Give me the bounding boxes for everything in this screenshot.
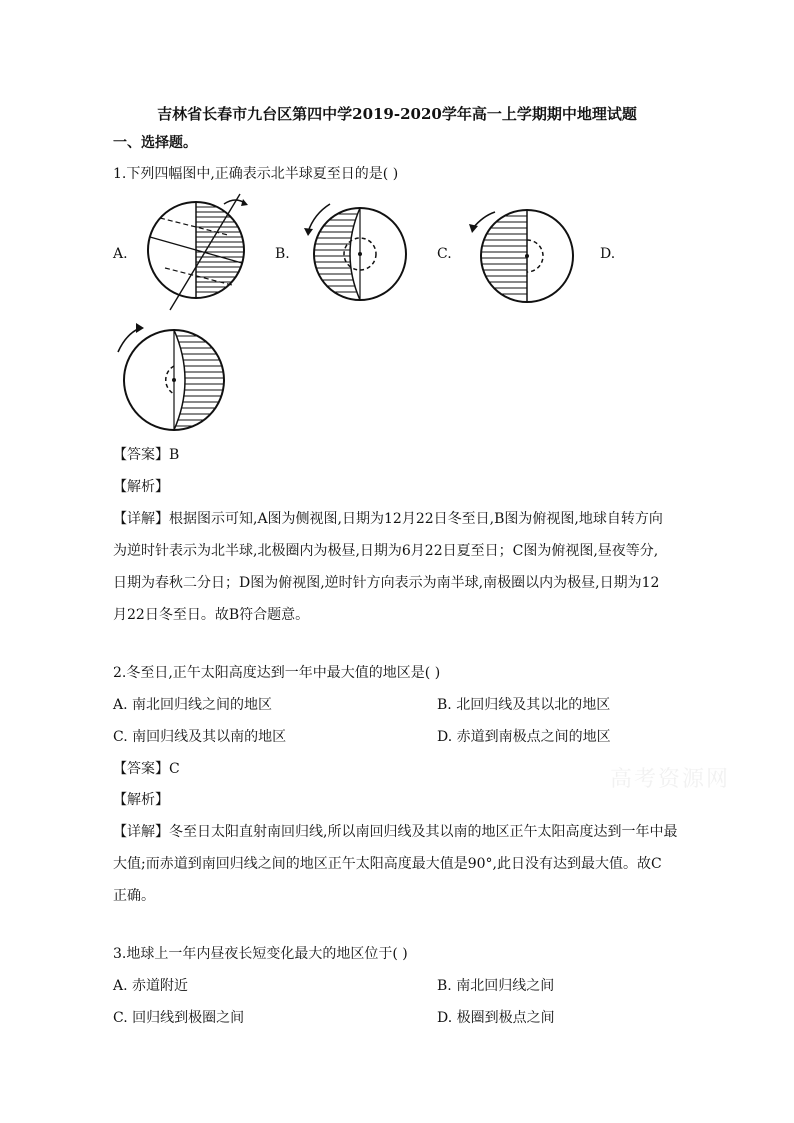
- document-title: 吉林省长春市九台区第四中学2019-2020学年高一上学期期中地理试题: [157, 105, 637, 123]
- watermark: 高考资源网: [610, 767, 731, 792]
- q3-stem: 3.地球上一年内昼夜长短变化最大的地区位于( ): [113, 946, 408, 962]
- q1-option-c-label: C.: [437, 246, 452, 262]
- q2-detail-line-3: 正确。: [113, 888, 155, 904]
- q1-detail-line-1: 【详解】根据图示可知,A图为侧视图,日期为12月22日冬至日,B图为俯视图,地球自转方向: [113, 511, 663, 527]
- q1-figure-a: [140, 190, 255, 315]
- q1-detail-line-4: 月22日冬至日。故B符合题意。: [113, 607, 310, 623]
- q3-option-b: B. 南北回归线之间: [437, 978, 555, 994]
- q2-answer: 【答案】C: [113, 761, 180, 777]
- q1-stem: 1.下列四幅图中,正确表示北半球夏至日的是( ): [113, 166, 399, 182]
- q1-option-d-label: D.: [600, 246, 616, 262]
- q1-analysis-heading: 【解析】: [113, 479, 169, 495]
- q2-option-b: B. 北回归线及其以北的地区: [437, 697, 611, 713]
- q2-analysis-heading: 【解析】: [113, 792, 169, 808]
- q2-option-c: C. 南回归线及其以南的地区: [113, 729, 287, 745]
- q1-option-a-label: A.: [113, 246, 128, 262]
- q3-option-a: A. 赤道附近: [113, 978, 189, 994]
- q2-detail-line-2: 大值;而赤道到南回归线之间的地区正午太阳高度最大值是90°,此日没有达到最大值。故C: [113, 856, 662, 872]
- q1-figure-d: [112, 322, 232, 434]
- q2-option-d: D. 赤道到南极点之间的地区: [437, 729, 611, 745]
- q3-option-d: D. 极圈到极点之间: [437, 1010, 555, 1026]
- q1-figure-b: [300, 200, 415, 310]
- q2-stem: 2.冬至日,正午太阳高度达到一年中最大值的地区是( ): [113, 665, 441, 681]
- q2-detail-line-1: 【详解】冬至日太阳直射南回归线,所以南回归线及其以南的地区正午太阳高度达到一年中最: [113, 824, 678, 840]
- q1-figure-c: [465, 198, 580, 310]
- q1-detail-line-3: 日期为春秋二分日；D图为俯视图,逆时针方向表示为南半球,南极圈以内为极昼,日期为12: [113, 575, 660, 591]
- section-heading: 一、选择题。: [113, 135, 197, 151]
- q1-option-b-label: B.: [275, 246, 290, 262]
- q1-detail-line-2: 为逆时针表示为北半球,北极圈内为极昼,日期为6月22日夏至日；C图为俯视图,昼夜等分,: [113, 543, 659, 559]
- q3-option-c: C. 回归线到极圈之间: [113, 1010, 245, 1026]
- q2-option-a: A. 南北回归线之间的地区: [113, 697, 273, 713]
- q1-answer: 【答案】B: [113, 447, 180, 463]
